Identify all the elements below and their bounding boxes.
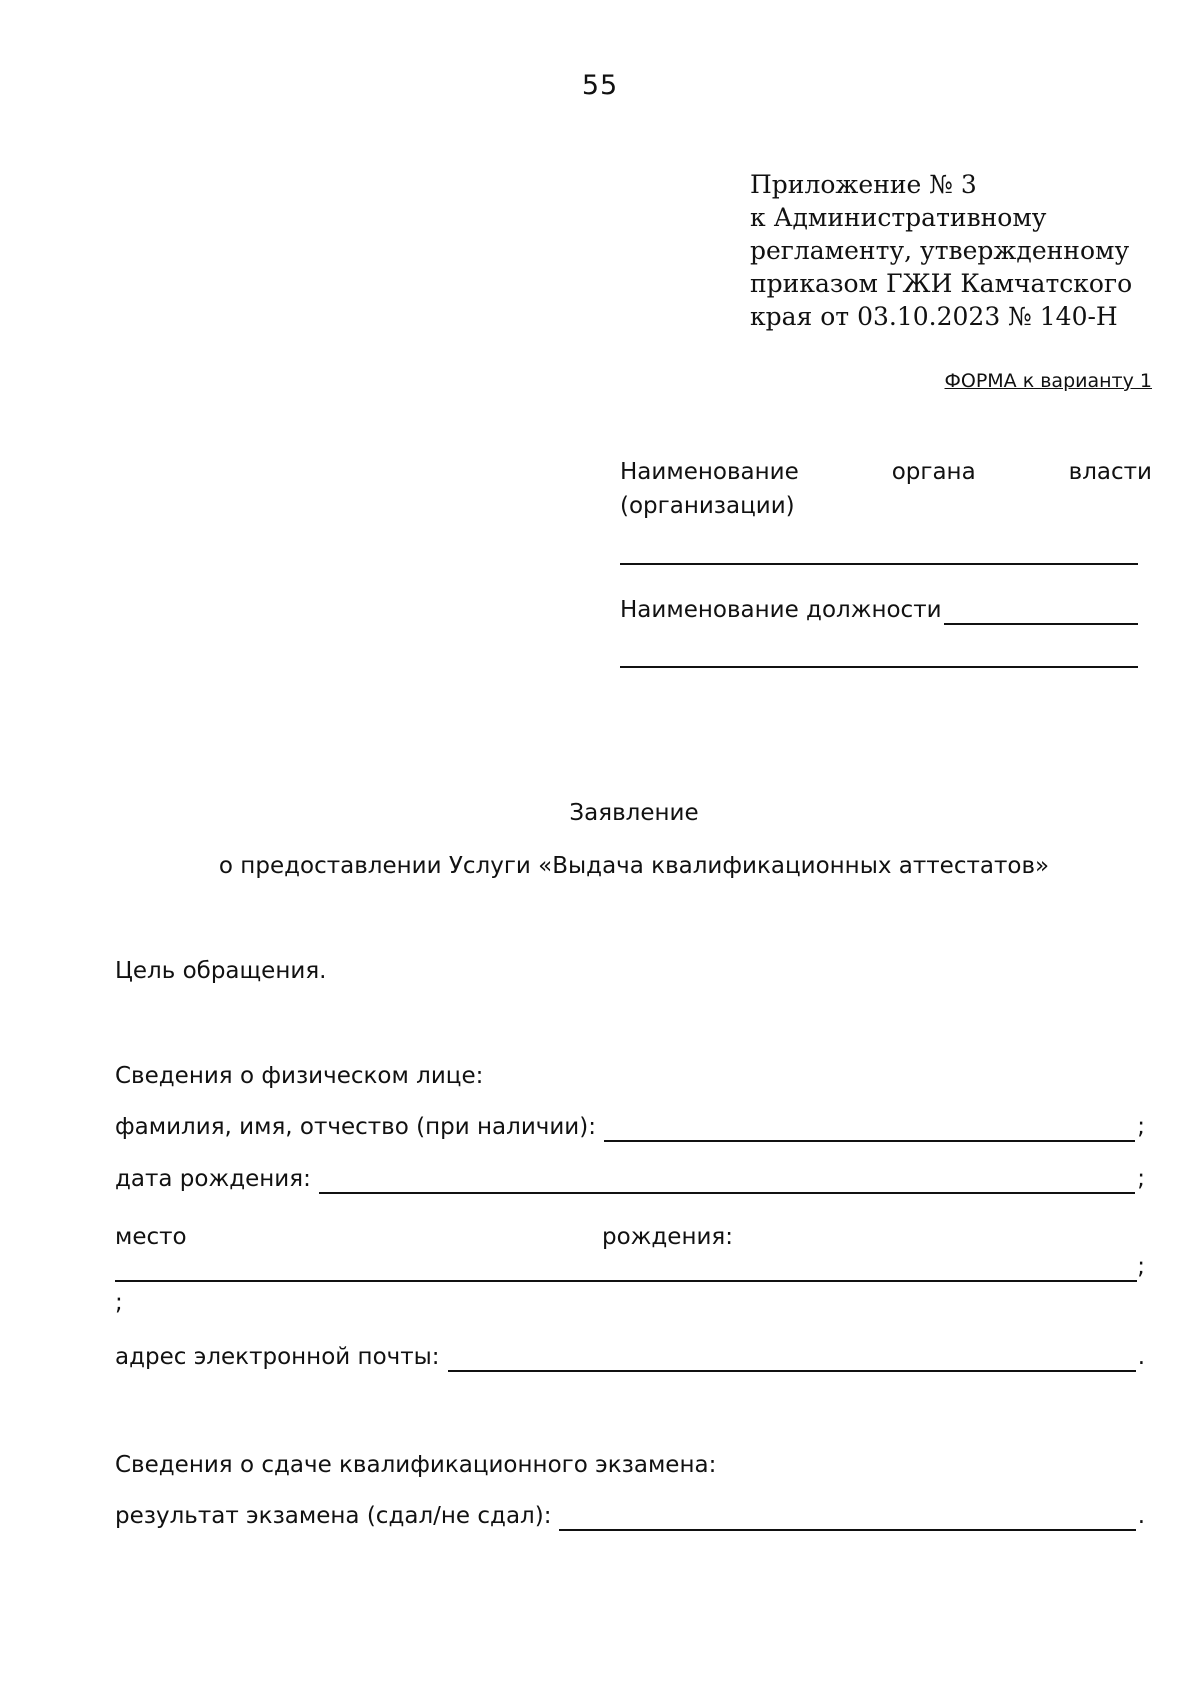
addressee-block xyxy=(620,455,1152,623)
birthdate-row xyxy=(115,1164,1145,1194)
annex-line: регламенту, утвержденному xyxy=(750,236,1130,265)
exam-result-field[interactable] xyxy=(559,1503,1135,1531)
position-extra-field[interactable] xyxy=(620,666,1138,668)
annex-line: Приложение № 3 xyxy=(750,170,977,199)
exam-section-heading: Сведения о сдаче квалификационного экзамена: xyxy=(115,1452,717,1478)
row-end-mark: ; xyxy=(1137,1114,1145,1140)
fio-field[interactable] xyxy=(604,1114,1135,1142)
exam-result-row xyxy=(115,1501,1145,1531)
row-end-mark: . xyxy=(1137,1503,1145,1529)
birthdate-field[interactable] xyxy=(319,1166,1135,1194)
position-row xyxy=(620,595,1138,625)
organization-label-row xyxy=(620,455,1152,489)
birthplace-field[interactable] xyxy=(115,1250,1137,1282)
annex-line: к Административному xyxy=(750,203,1047,232)
organization-word: власти xyxy=(1068,459,1152,485)
fio-label: фамилия, имя, отчество (при наличии): xyxy=(115,1114,596,1140)
email-row xyxy=(115,1342,1145,1372)
person-section-heading: Сведения о физическом лице: xyxy=(115,1063,484,1089)
organization-word: Наименование xyxy=(620,459,799,485)
page-number: 55 xyxy=(581,70,619,101)
row-end-mark: ; xyxy=(1137,1254,1145,1280)
document-subtitle: о предоставлении Услуги «Выдача квалификационных аттестатов» xyxy=(218,853,1050,879)
birthdate-label: дата рождения: xyxy=(115,1166,311,1192)
email-label: адрес электронной почты: xyxy=(115,1344,440,1370)
organization-word: органа xyxy=(891,459,976,485)
fio-row xyxy=(115,1112,1145,1142)
annex-line: приказом ГЖИ Камчатского xyxy=(750,269,1133,298)
document-title: Заявление xyxy=(569,800,699,826)
position-field[interactable] xyxy=(944,597,1138,625)
row-end-mark: . xyxy=(1137,1344,1145,1370)
exam-result-label: результат экзамена (сдал/не сдал): xyxy=(115,1503,552,1529)
annex-line: края от 03.10.2023 № 140-Н xyxy=(750,302,1118,331)
position-label: Наименование должности xyxy=(620,597,942,623)
birthplace-row xyxy=(115,1250,1145,1282)
purpose-text: Цель обращения. xyxy=(115,958,327,984)
stray-semicolon: ; xyxy=(115,1290,123,1316)
birthplace-label-word: рождения: xyxy=(602,1224,734,1250)
organization-label-line2: (организации) xyxy=(620,493,795,519)
form-variant-label: ФОРМА к варианту 1 xyxy=(944,370,1152,392)
row-end-mark: ; xyxy=(1137,1166,1145,1192)
annex-block xyxy=(750,168,1170,333)
email-field[interactable] xyxy=(448,1344,1136,1372)
birthplace-label-word: место xyxy=(115,1224,187,1250)
organization-name-field[interactable] xyxy=(620,563,1138,565)
